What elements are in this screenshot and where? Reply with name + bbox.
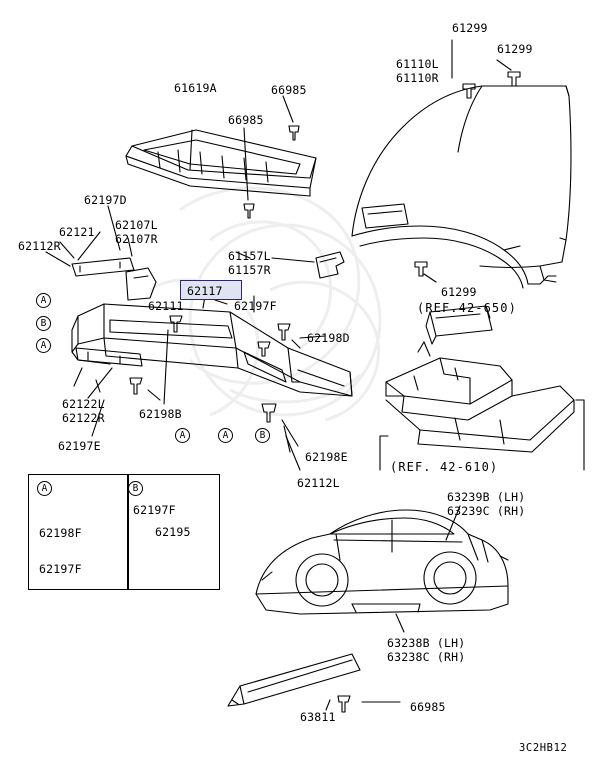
marker-circle-a: A (37, 481, 52, 496)
part-callout-61110r: 61110R (396, 71, 439, 85)
part-callout-66985: 66985 (410, 700, 446, 714)
part-callout-62107r: 62107R (115, 232, 158, 246)
part-callout-62197f: 62197F (234, 299, 277, 313)
part-callout-63238c-rh: 63238C (RH) (387, 650, 466, 664)
marker-circle-b: B (36, 316, 51, 331)
marker-circle-a: A (175, 428, 190, 443)
marker-circle-b: B (255, 428, 270, 443)
part-callout-62112l: 62112L (297, 476, 340, 490)
part-callout-62198f: 62198F (39, 526, 82, 540)
part-callout-63239b-lh: 63239B (LH) (447, 490, 526, 504)
part-callout-62122r: 62122R (62, 411, 105, 425)
part-callout-62111: 62111 (148, 299, 184, 313)
part-callout-ref-42-650: (REF.42-650) (417, 301, 517, 315)
watermark (120, 170, 450, 470)
highlighted-part-62117[interactable] (180, 280, 242, 300)
part-callout-62198b: 62198B (139, 407, 182, 421)
part-callout-63238b-lh: 63238B (LH) (387, 636, 466, 650)
part-callout-61157r: 61157R (228, 263, 271, 277)
part-callout-ref-42-610: (REF. 42-610) (390, 460, 499, 474)
part-callout-62198d: 62198D (307, 331, 350, 345)
part-callout-61299: 61299 (452, 21, 488, 35)
marker-circle-a: A (36, 293, 51, 308)
part-callout-66985: 66985 (271, 83, 307, 97)
part-callout-62195: 62195 (155, 525, 191, 539)
part-callout-66985: 66985 (228, 113, 264, 127)
marker-circle-b: B (128, 481, 143, 496)
part-callout-62197e: 62197E (58, 439, 101, 453)
part-callout-61157l: 61157L (228, 249, 271, 263)
part-callout-62122l: 62122L (62, 397, 105, 411)
part-callout-61299: 61299 (497, 42, 533, 56)
part-callout-62197f: 62197F (39, 562, 82, 576)
part-callout-61299: 61299 (441, 285, 477, 299)
part-callout-61110l: 61110L (396, 57, 439, 71)
part-callout-62121: 62121 (59, 225, 95, 239)
diagram-code: 3C2HB12 (519, 742, 568, 754)
marker-circle-a: A (218, 428, 233, 443)
part-callout-62198e: 62198E (305, 450, 348, 464)
highlighted-part-label: 62117 (187, 284, 223, 298)
part-callout-62197f: 62197F (133, 503, 176, 517)
part-callout-62112r: 62112R (18, 239, 61, 253)
marker-circle-a: A (36, 338, 51, 353)
part-callout-62107l: 62107L (115, 218, 158, 232)
part-callout-63239c-rh: 63239C (RH) (447, 504, 526, 518)
part-callout-63811: 63811 (300, 710, 336, 724)
part-callout-61619a: 61619A (174, 81, 217, 95)
part-callout-62197d: 62197D (84, 193, 127, 207)
